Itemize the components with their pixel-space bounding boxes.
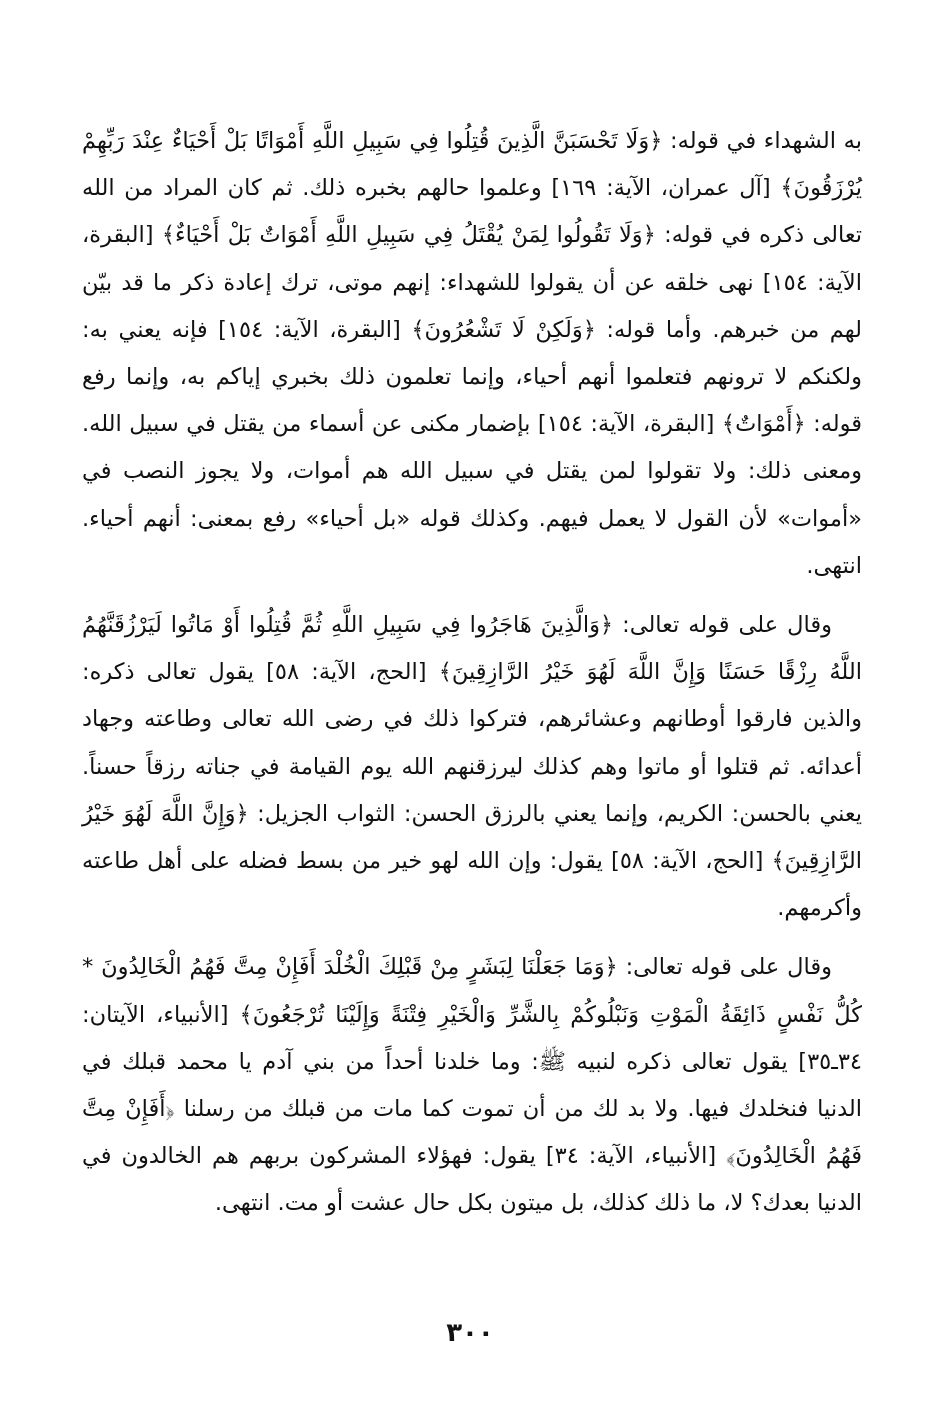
paragraph-emigrants-provision: وقال على قوله تعالى: ﴿وَالَّذِينَ هَاجَرُوا فِي سَبِيلِ اللَّهِ ثُمَّ قُتِلُوا أَوْ مَاتُوا لَيَرْزُقَنَّهُمُ اللَّهُ رِزْقًا حَسَنًا وَإِنَّ اللَّهَ لَهُوَ خَيْرُ الرَّازِقِينَ﴾ [الحج، الآية: ٥٨] يقول تعالى ذكره: والذين فارقوا أوطانهم وعشائرهم، فتركوا ذلك في رضى الله تعالى وطاعته وجهاد أعدائه. ثم قتلوا أو ماتوا وهم كذلك ليرزقنهم الله يوم القيامة في جناته رزقاً حسناً. يعني بالحسن: الكريم، وإنما يعني بالرزق الحسن: الثواب الجزيل: ﴿وَإِنَّ اللَّهَ لَهُوَ خَيْرُ الرَّازِقِينَ﴾ [الحج، الآية: ٥٨] يقول: وإن الله لهو خير من بسط فضله على أهل طاعته وأكرمهم. xyxy=(82,612,862,922)
paragraph-no-immortality: وقال على قوله تعالى: ﴿وَمَا جَعَلْنَا لِبَشَرٍ مِنْ قَبْلِكَ الْخُلْدَ أَفَإِنْ مِتَّ فَهُمُ الْخَالِدُونَ * كُلُّ نَفْسٍ ذَائِقَةُ الْمَوْتِ وَنَبْلُوكُمْ بِالشَّرِّ وَالْخَيْرِ فِتْنَةً وَإِلَيْنَا تُرْجَعُونَ﴾ [الأنبياء، الآيتان: ٣٤ـ٣٥] يقول تعالى ذكره لنبيه ﷺ: وما خلدنا أحداً من بني آدم يا محمد قبلك في الدنيا فنخلدك فيها. ولا بد لك من أن تموت كما مات من قبلك من رسلنا ﴿أَفَإِنْ مِتَّ فَهُمُ الْخَالِدُونَ﴾ [الأنبياء، الآية: ٣٤] يقول: فهؤلاء المشركون بربهم هم الخالدون في الدنيا بعدك؟ لا، ما ذلك كذلك، بل ميتون بكل حال عشت أو مت. انتهى. xyxy=(82,954,862,1217)
page-number: ٣٠٠ xyxy=(446,1318,494,1348)
body-text xyxy=(82,118,862,1228)
paragraph-martyrs-alive: به الشهداء في قوله: ﴿وَلَا تَحْسَبَنَّ الَّذِينَ قُتِلُوا فِي سَبِيلِ اللَّهِ أَمْوَاتًا بَلْ أَحْيَاءٌ عِنْدَ رَبِّهِمْ يُرْزَقُونَ﴾ [آل عمران، الآية: ١٦٩] وعلموا حالهم بخبره ذلك. ثم كان المراد من الله تعالى ذكره في قوله: ﴿وَلَا تَقُولُوا لِمَنْ يُقْتَلُ فِي سَبِيلِ اللَّهِ أَمْوَاتٌ بَلْ أَحْيَاءٌ﴾ [البقرة، الآية: ١٥٤] نهى خلقه عن أن يقولوا للشهداء: إنهم موتى، ترك إعادة ذكر ما قد بيّن لهم من خبرهم. وأما قوله: ﴿وَلَكِنْ لَا تَشْعُرُونَ﴾ [البقرة، الآية: ١٥٤] فإنه يعني به: ولكنكم لا ترونهم فتعلموا أنهم أحياء، وإنما تعلمون ذلك بخبري إياكم به، وإنما رفع قوله: ﴿أَمْوَاتٌ﴾ [البقرة، الآية: ١٥٤] بإضمار مكنى عن أسماء من يقتل في سبيل الله. ومعنى ذلك: ولا تقولوا لمن يقتل في سبيل الله هم أموات، ولا يجوز النصب في «أموات» لأن القول لا يعمل فيهم. وكذلك قوله «بل أحياء» رفع بمعنى: أنهم أحياء. انتهى. xyxy=(82,128,862,579)
